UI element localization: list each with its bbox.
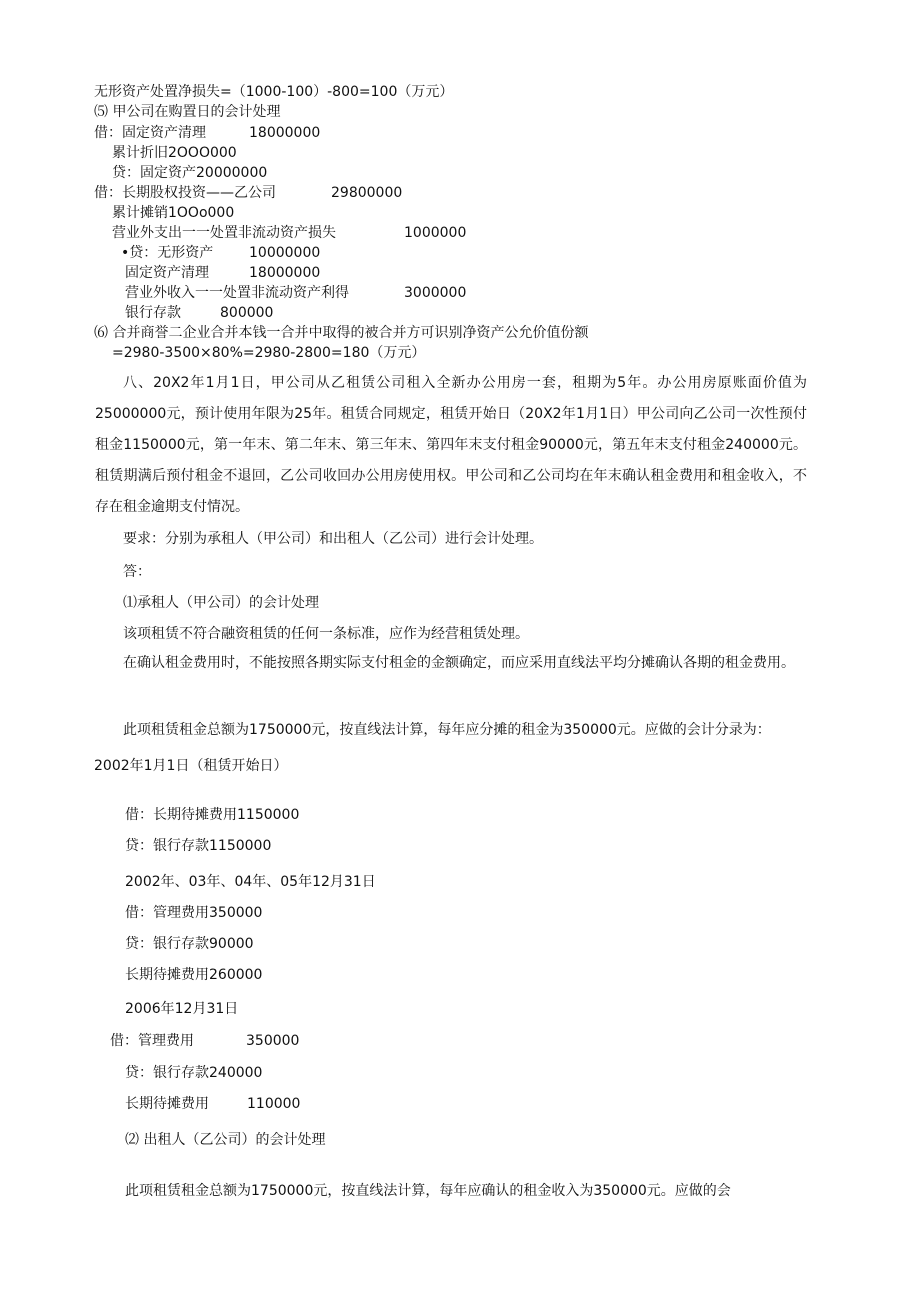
journal-line	[125, 304, 274, 322]
journal-account: 借：长期股权投资——乙公司	[94, 185, 276, 201]
loss-calc-line: 无形资产处置净损失=（1000-100）-800=100（万元）	[94, 84, 454, 100]
lessee-heading: ⑴承租人（甲公司）的会计处理	[123, 595, 319, 611]
section-5-heading: ⑸ 甲公司在购置日的会计处理	[94, 104, 281, 120]
journal-line: 借：长期待摊费用1150000	[125, 807, 300, 823]
journal-account: 营业外支出一一处置非流动资产损失	[112, 225, 336, 241]
journal-line	[94, 124, 321, 142]
answer-label: 答：	[123, 564, 151, 580]
journal-account: 长期待摊费用	[125, 1096, 209, 1112]
journal-line: 贷：固定资产20000000	[112, 165, 268, 181]
journal-line	[110, 1032, 300, 1050]
journal-account: 借：管理费用	[110, 1033, 194, 1049]
lessee-paragraph: 在确认租金费用时，不能按照各期实际支付租金的金额确定，而应采用直线法平均分摊确认各期的租金费用。	[123, 655, 795, 671]
journal-amount: 3000000	[404, 285, 467, 301]
journal-line: 累计摊销1OOo000	[112, 205, 235, 221]
journal-account: 银行存款	[125, 305, 181, 321]
journal-amount: 18000000	[249, 265, 321, 281]
journal-amount: 1000000	[404, 225, 467, 241]
journal-account: 借：固定资产清理	[94, 125, 206, 141]
journal-account: •贷：无形资产	[121, 245, 214, 261]
journal-line: 贷：银行存款1150000	[125, 838, 272, 854]
journal-amount: 10000000	[249, 245, 321, 261]
lessee-paragraph: 该项租赁不符合融资租赁的任何一条标准，应作为经营租赁处理。	[123, 626, 529, 642]
entry-date: 2002年1月1日（租赁开始日）	[94, 758, 288, 774]
journal-line	[94, 184, 403, 202]
lessor-paragraph: 此项租赁租金总额为1750000元，按直线法计算，每年应确认的租金收入为350000元。应做的会	[125, 1183, 731, 1199]
lessor-heading: ⑵ 出租人（乙公司）的会计处理	[125, 1132, 326, 1148]
journal-line	[121, 244, 321, 262]
goodwill-calc-line: =2980-3500×80%=2980-2800=180（万元）	[112, 345, 426, 361]
problem-paragraph: 八、20X2年1月1日，甲公司从乙租赁公司租入全新办公用房一套，租期为5年。办公用房原账面价值为25000000元，预计使用年限为25年。租赁合同规定，租赁开始日（20X2年1月1日）甲公司向乙公司一次性预付租金1150000元，第一年末、第二年末、第三年末、第四年末支付租金90000元，第五年末支付租金240000元。租赁期满后预付租金不退回，乙公司收回办公用房使用权。甲公司和乙公司均在年末确认租金费用和租金收入，不存在租金逾期支付情况。	[95, 375, 807, 515]
journal-line	[112, 224, 467, 242]
journal-amount: 29800000	[331, 185, 403, 201]
journal-line: 贷：银行存款240000	[125, 1065, 263, 1081]
journal-line: 贷：银行存款90000	[125, 936, 254, 952]
journal-amount: 110000	[247, 1096, 301, 1112]
journal-line	[125, 1095, 301, 1113]
journal-amount: 18000000	[249, 125, 321, 141]
journal-line: 长期待摊费用260000	[125, 967, 263, 983]
journal-account: 营业外收入一一处置非流动资产利得	[125, 285, 349, 301]
lessee-paragraph: 此项租赁租金总额为1750000元，按直线法计算，每年应分摊的租金为350000元。应做的会计分录为：	[123, 722, 771, 738]
journal-line: 借：管理费用350000	[125, 905, 263, 921]
journal-line	[125, 284, 467, 302]
goodwill-line: ⑹ 合并商誉二企业合并本钱一合并中取得的被合并方可识别净资产公允价值份额	[94, 325, 589, 341]
entry-date: 2006年12月31日	[125, 1001, 239, 1017]
entry-date: 2002年、03年、04年、05年12月31日	[125, 874, 376, 890]
journal-amount: 800000	[220, 305, 274, 321]
requirement-text: 要求：分别为承租人（甲公司）和出租人（乙公司）进行会计处理。	[123, 531, 543, 547]
journal-account: 固定资产清理	[125, 265, 209, 281]
journal-amount: 350000	[246, 1033, 300, 1049]
journal-line	[125, 264, 321, 282]
journal-line: 累计折旧2OOO000	[112, 145, 237, 161]
